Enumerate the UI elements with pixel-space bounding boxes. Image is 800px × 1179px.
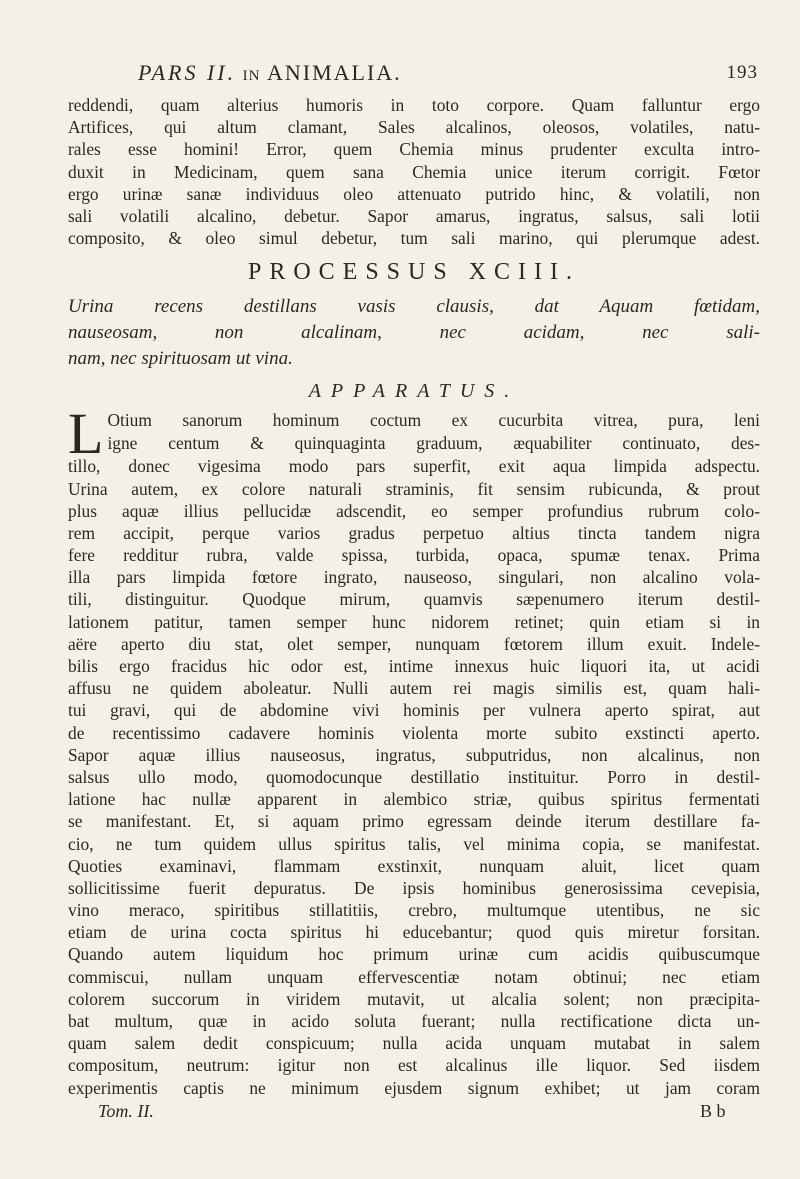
tome-label: Tom. II. bbox=[98, 1100, 154, 1121]
text-line: de recentissimo cadavere hominis violenta morte subito exstincti aperto. bbox=[68, 722, 760, 743]
signature-mark: B b bbox=[700, 1100, 726, 1121]
intro-paragraph bbox=[68, 94, 760, 249]
subtitle-line: Urina recens destillans vasis clausis, dat Aquam fœtidam, bbox=[68, 296, 760, 318]
body-paragraph bbox=[68, 401, 760, 1098]
text-line: illa pars limpida fœtore ingrato, nauseoso, singulari, non alcalino vola- bbox=[68, 567, 760, 588]
text-line: tui gravi, qui de abdomine vivi hominis per vulnera aperto spirat, aut bbox=[68, 700, 760, 721]
running-title-part: PARS II. bbox=[138, 60, 237, 85]
text-line: fere redditur rubra, valde spissa, turbida, opaca, spumæ tenax. Prima bbox=[68, 545, 760, 566]
text-line: affusu ne quidem aboleatur. Nulli autem rei magis similis est, quam hali- bbox=[68, 678, 760, 699]
book-page bbox=[68, 60, 760, 1125]
subtitle-line: nauseosam, non alcalinam, nec acidam, nec sali- bbox=[68, 322, 760, 344]
text-line: rem accipit, perque varios gradus perpetuo altius tincta tandem nigra bbox=[68, 522, 760, 543]
text-line: quam salem dedit conspicuum; nulla acida unquam mutabat in salem bbox=[68, 1033, 760, 1054]
text-line: etiam de urina cocta spiritus hi educebantur; quod quis miretur forsitan. bbox=[68, 922, 760, 943]
page-number: 193 bbox=[726, 62, 758, 83]
text-line: tili, distinguitur. Quodque mirum, quamvis sæpenumero iterum destil- bbox=[68, 589, 760, 610]
page-footer bbox=[68, 1101, 760, 1125]
text-line: bat multum, quæ in acido soluta fuerant; nulla rectificatione dicta un- bbox=[68, 1011, 760, 1031]
text-line: Quando autem liquidum hoc primum urinæ cum acidis quibuscumque bbox=[68, 944, 760, 965]
text-line: latione hac nullæ apparent in alembico striæ, quibus spiritus fermentati bbox=[68, 789, 760, 810]
text-line: compositum, neutrum: igitur non est alcalinus ille liquor. Sed iisdem bbox=[68, 1055, 760, 1076]
text-line: Sapor aquæ illius nauseosus, ingratus, subputridus, non alcalinus, non bbox=[68, 744, 760, 765]
running-head bbox=[68, 60, 760, 94]
process-subtitle bbox=[68, 294, 760, 372]
text-line: duxit in Medicinam, quem sana Chemia unice iterum corrigit. Fœtor bbox=[68, 161, 760, 182]
text-line: vino meraco, spiritibus stillatitiis, crebro, multumque utentibus, ne sic bbox=[68, 900, 760, 921]
text-line: colorem succorum in viridem mutavit, ut alcalia solent; non præcipita- bbox=[68, 988, 760, 1009]
text-line: experimentis captis ne minimum ejusdem signum exhibet; ut jam coram bbox=[68, 1077, 760, 1098]
text-line: Quoties examinavi, flammam exstinxit, nunquam aluit, licet quam bbox=[68, 855, 760, 876]
subtitle-line: nam, nec spirituosam ut vina. bbox=[68, 348, 293, 370]
text-line: cio, ne tum quidem ullus spiritus talis, vel minima copia, se manifestat. bbox=[68, 833, 760, 854]
text-line: sali volatili alcalino, debetur. Sapor amarus, ingratus, salsus, sali lotii bbox=[68, 205, 760, 226]
drop-cap: L bbox=[68, 401, 104, 467]
text-line: rales esse homini! Error, quem Chemia minus prudenter exculta intro- bbox=[68, 139, 760, 160]
text-line: reddendi, quam alterius humoris in toto corpore. Quam falluntur ergo bbox=[68, 95, 760, 115]
text-line: composito, & oleo simul debetur, tum sali marino, qui plerumque adest. bbox=[68, 228, 760, 249]
running-title bbox=[138, 60, 402, 86]
text-line: sollicitissime fuerit depuratus. De ipsis hominibus generosissima cevерisia, bbox=[68, 877, 760, 898]
apparatus-heading: APPARATUS. bbox=[308, 380, 520, 403]
text-line: aëre aperto diu stat, olet semper, nunquam fœtorem illum exuit. Indele- bbox=[68, 633, 760, 654]
text-line: Artifices, qui altum clamant, Sales alcalinos, oleosos, volatiles, natu- bbox=[68, 117, 760, 138]
running-title-in: IN bbox=[242, 68, 261, 84]
running-title-animalia: ANIMALIA. bbox=[266, 60, 402, 85]
text-line: salsus ullo modo, quomodocunque destillatio instituitur. Porro in destil- bbox=[68, 766, 760, 787]
text-line: tillo, donec vigesima modo pars superfit, exit aqua limpida adspectu. bbox=[68, 456, 760, 477]
text-line: plus aquæ illius pellucidæ adscendit, eo semper profundius rubrum colo- bbox=[68, 500, 760, 521]
text-line: Urina autem, ex colore naturali straminis, fit sensim rubicunda, & prout bbox=[68, 478, 760, 499]
text-line: igne centum & quinquaginta graduum, æquabiliter continuato, des- bbox=[107, 432, 760, 453]
text-line: bilis ergo fracidus hic odor est, intime innexus huic liquori ita, ut acidi bbox=[68, 656, 760, 676]
text-line: ergo urinæ sanæ individuus oleo attenuato putrido hinc, & volatili, non bbox=[68, 183, 760, 204]
text-line: commiscui, nullam unquam effervescentiæ notam obtinui; nec etiam bbox=[68, 966, 760, 987]
text-line: Otium sanorum hominum coctum ex cucurbita vitrea, pura, leni bbox=[107, 410, 760, 431]
text-line: lationem patitur, tamen semper hunc nidorem retinet; quin etiam si in bbox=[68, 611, 760, 632]
text-line: se manifestant. Et, si aquam primo egressam deinde iterum destillare fa- bbox=[68, 811, 760, 832]
section-heading: PROCESSUS XCIII. bbox=[247, 259, 581, 286]
